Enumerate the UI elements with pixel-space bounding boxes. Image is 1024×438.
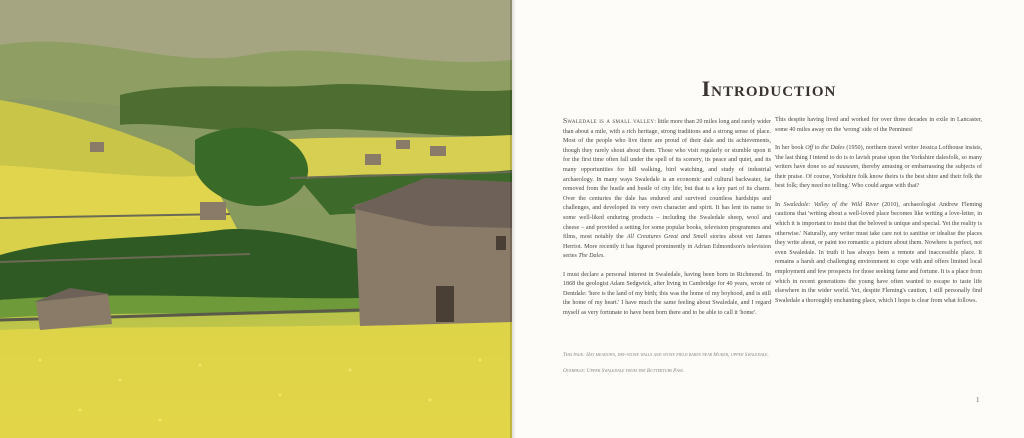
page-title: Introduction (701, 76, 837, 101)
text-run: stories about vet James Herriot. More recently it has figured prominently in Adrian Edmondson's television series (563, 234, 771, 260)
overpage-caption: Overpage: Upper Swaledale from the Buttertubs Pass. (563, 368, 685, 374)
italic-phrase: ad nauseam (828, 164, 859, 171)
italic-title: Swaledale: Valley of the Wild River (783, 201, 879, 208)
text-run: , thereby amusing or embarrassing the subjects of their praise. Of course, Yorkshire folk know theirs is the best shire and their folk the best folk; they need no telling.' Who could argue with that? (775, 164, 982, 190)
italic-title: Off to the Dales (805, 144, 845, 151)
right-column (775, 116, 982, 315)
paragraph (563, 116, 771, 262)
text-run: . (603, 253, 605, 260)
left-column (563, 116, 771, 327)
paragraph (775, 144, 982, 192)
paragraph (775, 201, 982, 307)
paragraph: This despite having lived and worked for over three decades in exile in Lancaster, some 40 miles away on the 'wrong' side of the Pennines! (775, 117, 982, 133)
text-run: : little more than 20 miles long and rarely wider than about a mile, with a rich heritage, strong traditions and a strong sense of place. Most of the people who live there are proud of their dale and its achievements, though they rarely shout about them. Those who visit regularly or stumble upon it for the first time often fall under the spell of its scenery, its peace and quiet, and its many opportunities for hill walking, bird watching, and study of industrial archaeology. In many ways Swaledale is an economic and cultural backwater, far removed from the hustle and bustle of city life; but that is a key part of its charm. Over the centuries the dale has endured and survived countless hardships and challenges, and developed its very own character and spirit. It has lent its name to some well-liked enduring products – including the Swaledale sheep, wool and cheese – and provided a setting for some popular books, television programmes and films, most notably the (563, 119, 771, 241)
photo-caption: This page: Hay meadows, dry-stone walls and stone field barns near Muker, upper Swaledale. (563, 352, 769, 358)
text-run: In her book (775, 144, 804, 151)
italic-title: All Creatures Great and Small (626, 234, 708, 241)
text-run: (2010), archaeologist Andrew Fleming cautions that 'writing about a well-loved place becomes like writing a love-letter, in which it is important to insist that the beloved is unique and special. Yet the reality is otherwise.' Naturally, any writer must take care not to sanitise or idealise the places they write about, or paint too romantic a picture about them. Nowhere is perfect, not even Swaledale. In truth it has always been a remote and inaccessible place. It remains a harsh and challenging environment to cope with and offers limited local employment and few prospects for those seeking fame and fortune. It is a place from which in recent generations the young have often wanted to escape to taste life elsewhere in the wider world. Yet, despite Fleming's caution, I still personally find Swaledale a thoroughly enchanting place, which I hope is clear from what follows. (775, 201, 982, 304)
page-number: 1 (976, 396, 980, 404)
text-run: (1950), northern travel writer Jessica Lofthouse insists, 'the last thing I intend to do is to lavish praise upon the Yorkshire dalesfolk, so many writers have done so (775, 144, 982, 171)
book-gutter (510, 0, 516, 438)
italic-title: The Dales (578, 253, 604, 260)
lead-in: Swaledale is a small valley (563, 116, 655, 125)
paragraph: I must declare a personal interest in Swaledale, having been born in Richmond. In 1868 the geologist Adam Sedgwick, after living in Cambridge for 40 years, wrote of Dentdale: 'here is the land of my birth; this was the home of my boyhood, and is still the home of my heart.' I have much the same feeling about Swaledale, and I regard myself as very fortunate to have been born there and to be able to call it 'home'. (563, 271, 771, 317)
text-page (512, 0, 1024, 438)
text-run: In (775, 201, 781, 208)
